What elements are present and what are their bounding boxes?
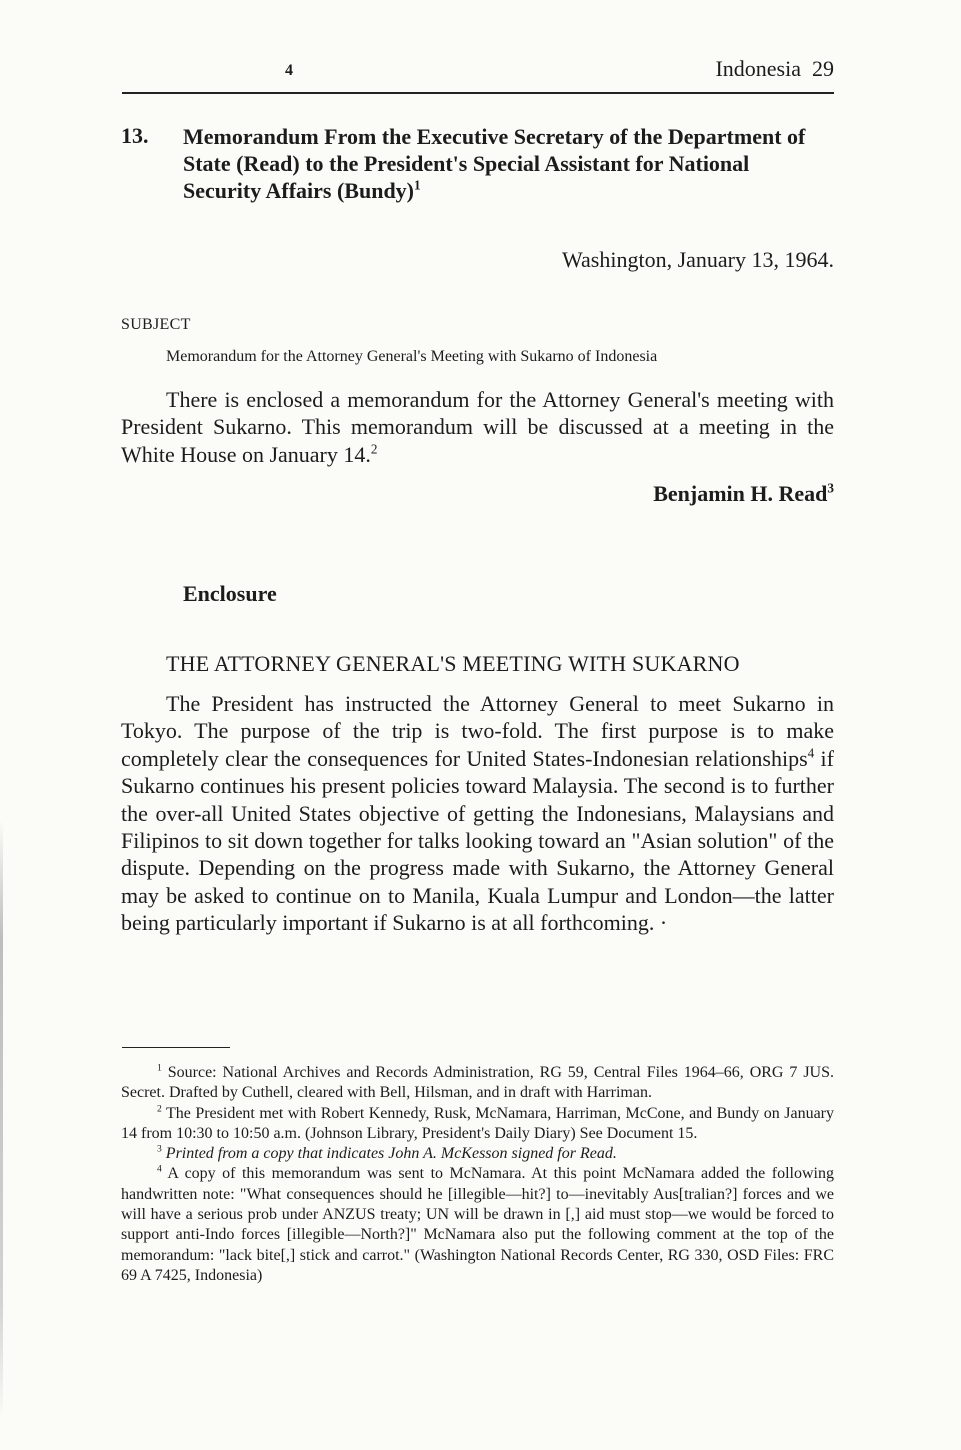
page-header [122, 54, 834, 94]
running-head-title: Indonesia [715, 56, 801, 81]
footnote-number: 3 [157, 1143, 162, 1155]
enclosure-text-b: if Sukarno continues his present policies toward Malaysia. The second is to further the over-all United States objective of getting the Indonesians, Malaysians and Filipinos to sit down together for talks looking toward an "Asian solution" of the dispute. Depending on the progress made with Sukarno, the Attorney General may be asked to continue on to Manila, Kuala Lumpur and London—the latter being particularly important if Sukarno is at all forthcoming. [121, 745, 834, 936]
footnote-number: 1 [157, 1062, 162, 1074]
footnotes [121, 1063, 834, 1286]
footnote-ref-3[interactable]: 3 [827, 480, 834, 496]
document-title [183, 123, 823, 204]
footnote-ref-4[interactable]: 4 [807, 745, 815, 761]
footnote-text: A copy of this memorandum was sent to McNamara. At this point McNamara added the following handwritten note: "What consequences should he [illegible—hit?] to—inevitably Aus[tralian?] forces and we will have a serious prob under ANZUS treaty; UN will be drawn in [,] aid must stop—we would be forced to support anti-Indo forces [illegible—North?]" McNamara also put the following comment at the top of the memorandum: "lack bite[,] stick and carrot." (Washington National Records Center, RG 330, OSD Files: FRC 69 A 7425, Indonesia) [121, 1165, 834, 1284]
enclosure-title: THE ATTORNEY GENERAL'S MEETING WITH SUKARNO [166, 651, 740, 676]
footnote [121, 1104, 834, 1145]
signature [653, 481, 834, 507]
document-title-text: Memorandum From the Executive Secretary of the Department of State (Read) to the President's Special Assistant for National Security Affairs (Bundy) [183, 124, 806, 203]
place-date: Washington, January 13, 1964. [562, 247, 834, 272]
enclosure-paragraph [121, 690, 834, 937]
enclosure-heading: Enclosure [183, 581, 277, 606]
footnote-text: Source: National Archives and Records Administration, RG 59, Central Files 1964–66, ORG 7 JUS. Secret. Drafted by Cuthell, cleared with Bell, Hilsman, and in draft with Harriman. [121, 1064, 835, 1102]
signature-name: Benjamin H. Read [653, 481, 828, 506]
footnote-ref-1[interactable]: 1 [414, 177, 421, 193]
footnote-divider [122, 1047, 230, 1048]
footnote-number: 2 [157, 1103, 162, 1115]
footnote-number: 4 [157, 1164, 162, 1176]
body-paragraph [121, 386, 834, 468]
scan-edge-shadow [0, 820, 3, 1420]
subject-text: Memorandum for the Attorney General's Meeting with Sukarno of Indonesia [166, 348, 658, 365]
enclosure-text-a: The President has instructed the Attorney General to meet Sukarno in Tokyo. The purpose of the trip is two-fold. The first purpose is to make completely clear the consequences for United States-Indonesian relationships [121, 691, 834, 771]
footnote-text: Printed from a copy that indicates John A. McKesson signed for Read. [165, 1145, 617, 1163]
subject-label: SUBJECT [121, 316, 191, 333]
footnote [121, 1164, 834, 1286]
footnote-ref-2[interactable]: 2 [370, 441, 378, 457]
trailing-mark: · [659, 910, 668, 936]
footnote-text: The President met with Robert Kennedy, Rusk, McNamara, Harriman, McCone, and Bundy on January 14 from 10:30 to 10:50 a.m. (Johnson Library, President's Daily Diary) See Document 15. [121, 1104, 834, 1142]
running-head [715, 56, 834, 82]
footnote [121, 1063, 834, 1104]
footnote [121, 1144, 834, 1164]
document-number: 13. [121, 123, 149, 148]
body-text: There is enclosed a memorandum for the Attorney General's meeting with President Sukarno. This memorandum will be discussed at a meeting in the White House on January 14. [121, 387, 834, 467]
scan-mark: 4 [285, 62, 293, 79]
page-number: 29 [812, 56, 834, 81]
